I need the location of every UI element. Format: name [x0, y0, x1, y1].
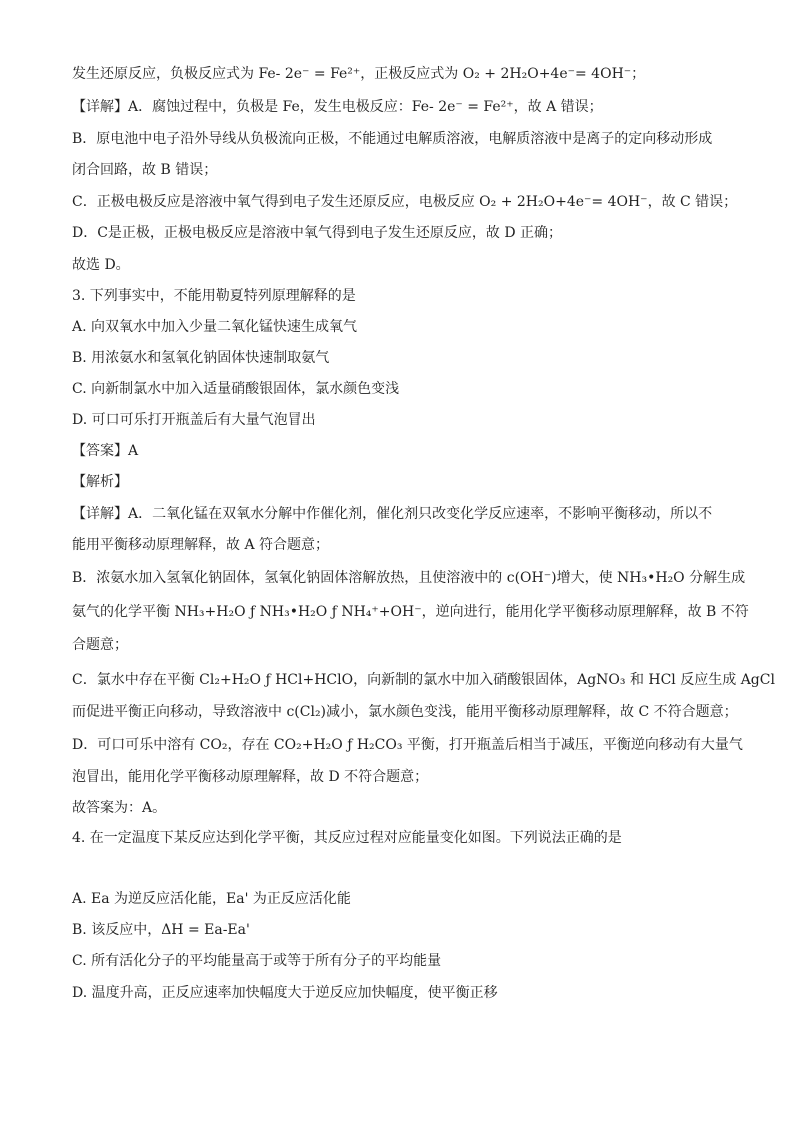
text-line-24: 故答案为：A。 [72, 800, 167, 816]
question-3-option-b: B. 用浓氨水和氢氧化钠固体快速制取氨气 [72, 350, 330, 366]
text-line-7: 故选 D。 [72, 257, 130, 273]
text-line-22: D．可口可乐中溶有 CO₂，存在 CO₂+H₂O ƒ H₂CO₃ 平衡，打开瓶盖后相当于减压，平衡逆向移动有大量气 [72, 737, 743, 753]
text-line-23: 泡冒出，能用化学平衡移动原理解释，故 D 不符合题意； [72, 769, 429, 785]
question-4-stem: 4. 在一定温度下某反应达到化学平衡，其反应过程对应能量变化如图。下列说法正确的是 [72, 830, 622, 846]
text-line-18: 氨气的化学平衡 NH₃+H₂O ƒ NH₃•H₂O ƒ NH₄⁺+OH⁻，逆向进行，能用化学平衡移动原理解释，故 B 不符 [72, 604, 749, 620]
analysis-label: 【解析】 [72, 474, 128, 490]
text-line-4: 闭合回路，故 B 错误； [72, 162, 218, 178]
text-line-2: 【详解】A．腐蚀过程中，负极是 Fe，发生电极反应：Fe- 2e⁻ = Fe²⁺，故 A 错误； [72, 99, 603, 115]
answer-label: 【答案】A [72, 443, 139, 459]
text-line-15: 【详解】A．二氧化锰在双氧水分解中作催化剂，催化剂只改变化学反应速率，不影响平衡移动，所以不 [72, 506, 713, 522]
question-4-option-b: B. 该反应中，ΔH = Ea-Ea' [72, 922, 250, 938]
text-line-21: 而促进平衡正向移动，导致溶液中 c(Cl₂)减小，氯水颜色变浅，能用平衡移动原理解释，故 C 不符合题意； [72, 704, 738, 720]
question-3-option-a: A. 向双氧水中加入少量二氧化锰快速生成氧气 [72, 319, 358, 335]
question-3-option-d: D. 可口可乐打开瓶盖后有大量气泡冒出 [72, 412, 316, 428]
text-line-17: B．浓氨水加入氢氧化钠固体，氢氧化钠固体溶解放热，且使溶液中的 c(OH⁻)增大，使 NH₃•H₂O 分解生成 [72, 570, 746, 586]
text-line-5: C．正极电极反应是溶液中氧气得到电子发生还原反应，电极反应 O₂ + 2H₂O+4e⁻= 4OH⁻，故 C 错误； [72, 194, 738, 210]
question-3-stem: 3. 下列事实中，不能用勒夏特列原理解释的是 [72, 288, 356, 304]
question-4-option-a: A. Ea 为逆反应活化能，Ea' 为正反应活化能 [72, 891, 351, 907]
text-line-16: 能用平衡移动原理解释，故 A 符合题意； [72, 537, 330, 553]
question-4-option-d: D. 温度升高，正反应速率加快幅度大于逆反应加快幅度，使平衡正移 [72, 985, 498, 1001]
text-line-6: D．C是正极，正极电极反应是溶液中氧气得到电子发生还原反应，故 D 正确； [72, 225, 563, 241]
text-line-20: C．氯水中存在平衡 Cl₂+H₂O ƒ HCl+HClO，向新制的氯水中加入硝酸银固体，AgNO₃ 和 HCl 反应生成 AgCl [72, 672, 775, 688]
text-line-1: 发生还原反应，负极反应式为 Fe- 2e⁻ = Fe²⁺，正极反应式为 O₂ + 2H₂O+4e⁻= 4OH⁻； [72, 66, 646, 82]
question-4-option-c: C. 所有活化分子的平均能量高于或等于所有分子的平均能量 [72, 953, 442, 969]
text-line-3: B．原电池中电子沿外导线从负极流向正极，不能通过电解质溶液，电解质溶液中是离子的定向移动形成 [72, 131, 713, 147]
question-3-option-c: C. 向新制氯水中加入适量硝酸银固体，氯水颜色变浅 [72, 381, 400, 397]
text-line-19: 合题意； [72, 637, 128, 653]
